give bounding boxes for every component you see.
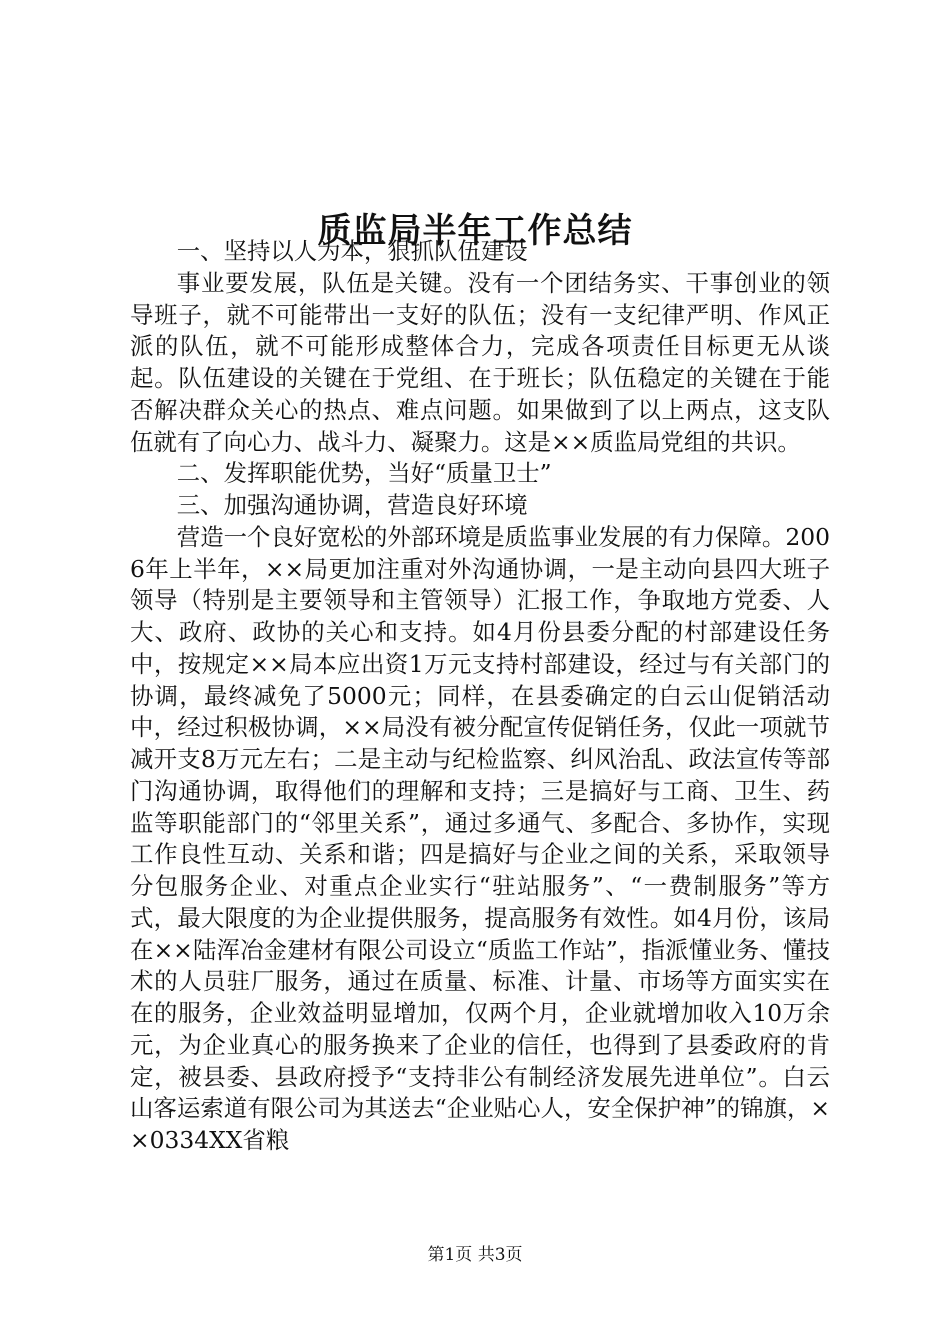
page-number-footer: 第1页 共3页 xyxy=(427,1245,523,1265)
document-title: 质监局半年工作总结 xyxy=(317,210,633,251)
section-heading-1: 一、坚持以人为本，狠抓队伍建设 xyxy=(176,237,528,265)
body-paragraph-1: 事业要发展，队伍是关键。没有一个团结务实、干事创业的领导班子，就不可能带出一支好的队伍；没有一支纪律严明、作风正派的队伍，就不可能形成整体合力，完成各项责任目标更无从谈起。队伍建设的关键在于党组、在于班长；队伍稳定的关键在于能否解决群众关心的热点、难点问题。如果做到了以上两点，这支队伍就有了向心力、战斗力、凝聚力。这是××质监局党组的共识。 xyxy=(130,268,830,456)
section-heading-3: 三、加强沟通协调，营造良好环境 xyxy=(176,491,528,519)
document-body xyxy=(130,236,830,1157)
section-heading-2: 二、发挥职能优势，当好“质量卫士” xyxy=(176,459,552,488)
body-paragraph-2: 营造一个良好宽松的外部环境是质监事业发展的有力保障。2006年上半年，××局更加注重对外沟通协调，一是主动向县四大班子领导（特别是主要领导和主管领导）汇报工作，争取地方党委、人大、政府、政协的关心和支持。如4月份县委分配的村部建设任务中，按规定××局本应出资1万元支持村部建设，经过与有关部门的协调，最终减免了5000元；同样，在县委确定的白云山促销活动中，经过积极协调，××局没有被分配宣传促销任务，仅此一项就节减开支8万元左右；二是主动与纪检监察、纠风治乱、政法宣传等部门沟通协调，取得他们的理解和支持；三是搞好与工商、卫生、药监等职能部门的“邻里关系”，通过多通气、多配合、多协作，实现工作良性互动、关系和谐；四是搞好与企业之间的关系，采取领导分包服务企业、对重点企业实行“驻站服务”、“一费制服务”等方式，最大限度的为企业提供服务，提高服务有效性。如4月份，该局在××陆浑冶金建材有限公司设立“质监工作站”，指派懂业务、懂技术的人员驻厂服务，通过在质量、标准、计量、市场等方面实实在在的服务，企业效益明显增加，仅两个月，企业就增加收入10万余元，为企业真心的服务换来了企业的信任，也得到了县委政府的肯定，被县委、县政府授予“支持非公有制经济发展先进单位”。白云山客运索道有限公司为其送去“企业贴心人，安全保护神”的锦旗，××0334XX省粮 xyxy=(130,522,830,1154)
